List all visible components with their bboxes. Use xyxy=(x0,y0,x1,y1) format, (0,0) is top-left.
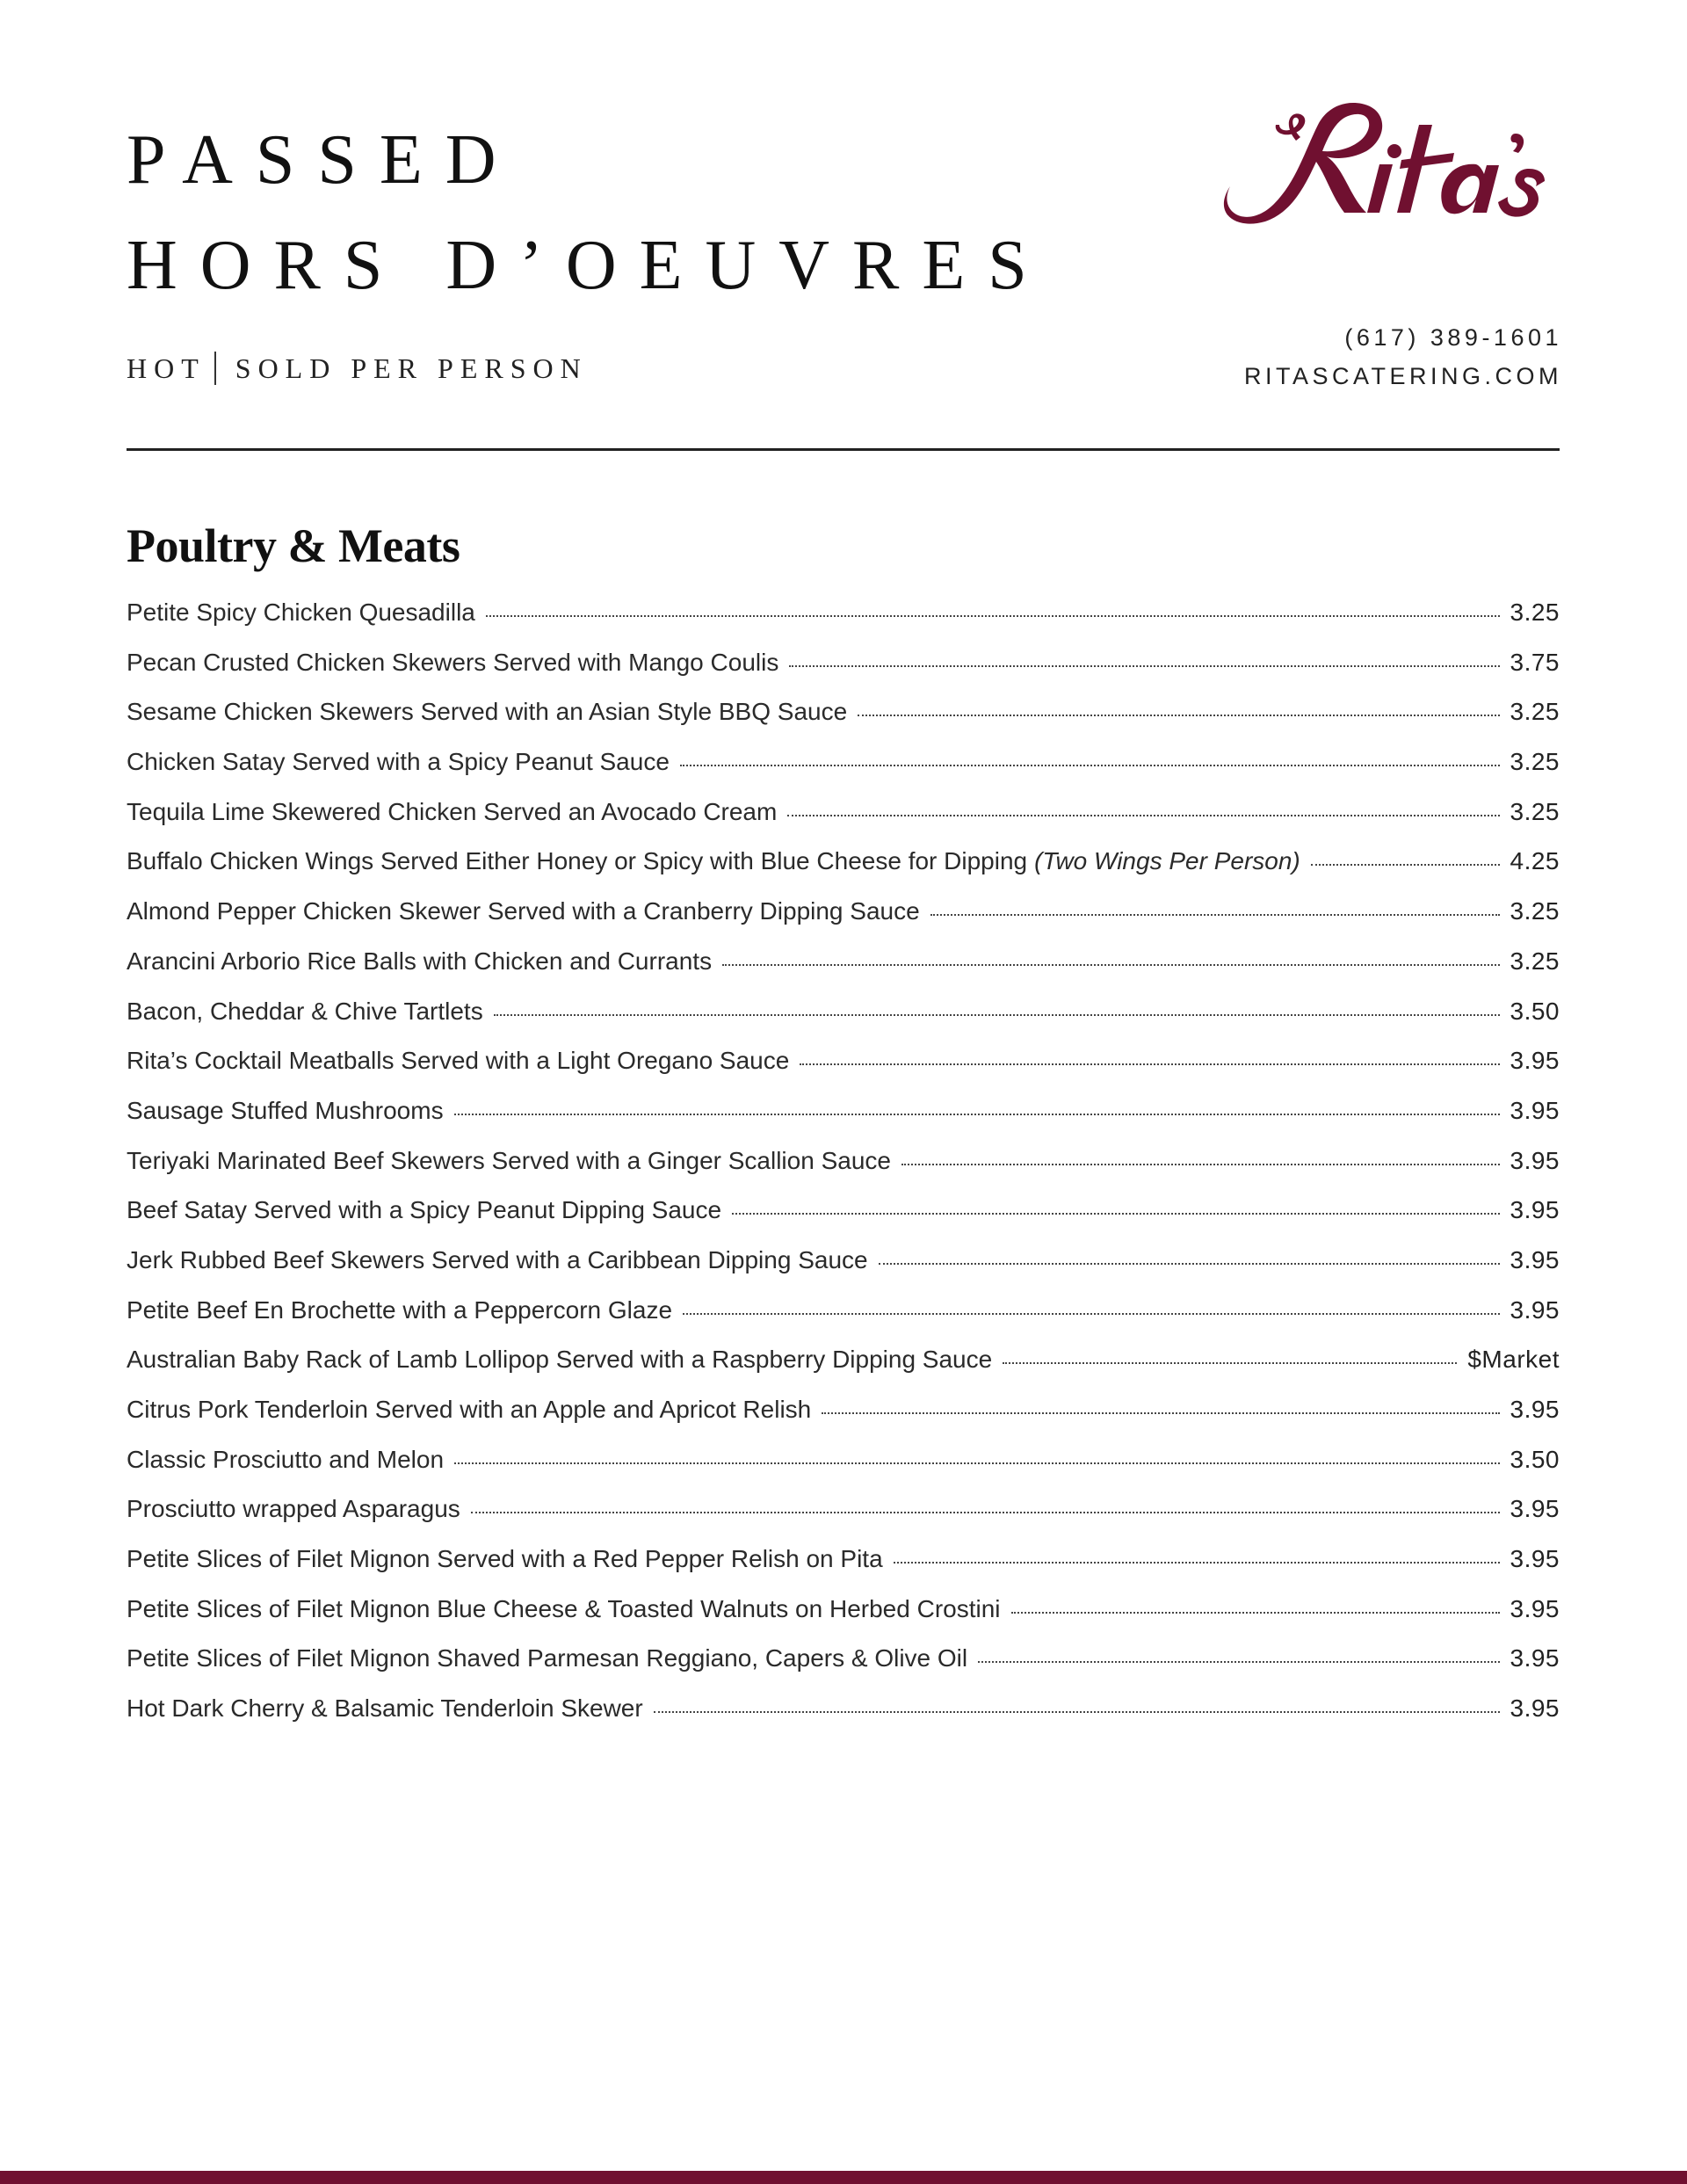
menu-item xyxy=(127,1097,1560,1147)
website-link[interactable]: RITASCATERING.COM xyxy=(1243,363,1562,389)
menu-item xyxy=(127,798,1560,848)
ritas-logo xyxy=(1213,98,1564,230)
item-price: 4.25 xyxy=(1510,847,1560,875)
dot-leader xyxy=(654,1711,1500,1713)
subtitle-separator xyxy=(214,352,216,385)
dot-leader xyxy=(471,1512,1500,1513)
item-name: Hot Dark Cherry & Balsamic Tenderloin Skewer xyxy=(127,1694,643,1723)
menu-item xyxy=(127,698,1560,748)
menu-item xyxy=(127,1595,1560,1645)
menu-item xyxy=(127,1644,1560,1694)
item-name: Petite Spicy Chicken Quesadilla xyxy=(127,599,475,626)
dot-leader xyxy=(787,815,1499,816)
item-price: 3.95 xyxy=(1510,1644,1560,1672)
menu-item xyxy=(127,998,1560,1048)
menu-item xyxy=(127,1147,1560,1197)
menu-item xyxy=(127,1196,1560,1246)
menu-item xyxy=(127,1446,1560,1496)
item-name: Arancini Arborio Rice Balls with Chicken and Currants xyxy=(127,947,713,975)
item-name: Petite Beef En Brochette with a Peppercorn Glaze xyxy=(127,1295,673,1324)
menu-item xyxy=(127,649,1560,699)
dot-leader xyxy=(858,715,1499,716)
dot-leader xyxy=(494,1014,1500,1016)
item-price: 3.75 xyxy=(1510,648,1560,676)
item-price: 3.95 xyxy=(1510,1196,1560,1224)
dot-leader xyxy=(683,1313,1499,1315)
item-name: Teriyaki Marinated Beef Skewers Served with a Ginger Scallion Sauce xyxy=(127,1146,891,1174)
dot-leader xyxy=(680,765,1500,766)
menu-item xyxy=(127,897,1560,947)
menu-item xyxy=(127,1047,1560,1097)
logo-swash xyxy=(1276,113,1306,141)
menu-item xyxy=(127,1246,1560,1296)
item-price: 3.50 xyxy=(1510,997,1560,1025)
dot-leader xyxy=(732,1213,1499,1215)
dot-leader xyxy=(722,964,1499,966)
phone-number[interactable]: (617) 389-1601 xyxy=(1344,324,1562,351)
menu-item xyxy=(127,1296,1560,1346)
dot-leader xyxy=(822,1412,1499,1414)
menu-item xyxy=(127,1694,1560,1745)
item-price: $Market xyxy=(1467,1346,1560,1374)
logo-dot-i xyxy=(1387,144,1401,158)
logo-letter-s xyxy=(1498,169,1545,217)
item-name: Classic Prosciutto and Melon xyxy=(127,1445,445,1473)
item-price: 3.95 xyxy=(1510,1295,1560,1324)
dot-leader xyxy=(1003,1362,1457,1364)
dot-leader xyxy=(894,1562,1500,1564)
item-name: Tequila Lime Skewered Chicken Served an Avocado Cream xyxy=(127,797,778,825)
item-name: Citrus Pork Tenderloin Served with an Apple and Apricot Relish xyxy=(127,1396,812,1423)
item-name: Petite Slices of Filet Mignon Served with a Red Pepper Relish on Pita xyxy=(127,1545,883,1573)
item-name: Chicken Satay Served with a Spicy Peanut Sauce xyxy=(127,748,670,776)
item-name: Petite Slices of Filet Mignon Shaved Parmesan Reggiano, Capers & Olive Oil xyxy=(127,1644,968,1672)
page-title xyxy=(127,107,1050,318)
item-price: 3.25 xyxy=(1510,698,1560,726)
dot-leader xyxy=(978,1661,1499,1663)
item-name: Jerk Rubbed Beef Skewers Served with a Caribbean Dipping Sauce xyxy=(127,1245,868,1273)
item-note: (Two Wings Per Person) xyxy=(1034,847,1300,875)
subtitle-temperature: HOT xyxy=(127,352,206,384)
subtitle xyxy=(127,352,588,385)
dot-leader xyxy=(1311,864,1500,866)
item-name: Bacon, Cheddar & Chive Tartlets xyxy=(127,997,483,1025)
item-price: 3.25 xyxy=(1510,897,1560,925)
dot-leader xyxy=(454,1462,1499,1464)
item-price: 3.25 xyxy=(1510,797,1560,825)
menu-list xyxy=(127,599,1560,1745)
contact-info xyxy=(1244,318,1562,395)
item-name: Petite Slices of Filet Mignon Blue Cheese & Toasted Walnuts on Herbed Crostini xyxy=(127,1594,1001,1622)
item-name: Almond Pepper Chicken Skewer Served with a Cranberry Dipping Sauce xyxy=(127,897,920,925)
dot-leader xyxy=(486,615,1500,617)
item-price: 3.25 xyxy=(1510,748,1560,776)
item-price: 3.95 xyxy=(1510,1396,1560,1423)
header-divider xyxy=(127,448,1560,451)
item-name: Pecan Crusted Chicken Skewers Served with Mango Coulis xyxy=(127,648,779,676)
title-line-2: HORS D’OEUVRES xyxy=(127,227,1050,304)
dot-leader xyxy=(901,1164,1500,1165)
menu-item xyxy=(127,599,1560,649)
item-price: 3.50 xyxy=(1510,1445,1560,1473)
dot-leader xyxy=(800,1063,1499,1065)
item-price: 3.95 xyxy=(1510,1594,1560,1622)
item-price: 3.95 xyxy=(1510,1096,1560,1124)
item-price: 3.25 xyxy=(1510,947,1560,975)
item-price: 3.95 xyxy=(1510,1146,1560,1174)
menu-item xyxy=(127,1545,1560,1595)
item-name: Sesame Chicken Skewers Served with an Asian Style BBQ Sauce xyxy=(127,698,848,726)
item-price: 3.25 xyxy=(1510,599,1560,626)
item-name: Prosciutto wrapped Asparagus xyxy=(127,1495,460,1523)
logo-apostrophe xyxy=(1510,134,1524,153)
subtitle-pricing: SOLD PER PERSON xyxy=(235,352,588,384)
item-name: Sausage Stuffed Mushrooms xyxy=(127,1096,444,1124)
item-name: Rita’s Cocktail Meatballs Served with a Light Oregano Sauce xyxy=(127,1047,790,1075)
menu-item xyxy=(127,847,1560,897)
logo-letter-i xyxy=(1367,164,1393,213)
dot-leader xyxy=(454,1114,1500,1115)
item-name: Beef Satay Served with a Spicy Peanut Dipping Sauce xyxy=(127,1196,722,1224)
dot-leader xyxy=(1011,1612,1500,1614)
dot-leader xyxy=(930,914,1500,916)
section-title: Poultry & Meats xyxy=(127,519,460,572)
dot-leader xyxy=(879,1263,1500,1265)
dot-leader xyxy=(789,665,1499,667)
title-line-1: PASSED xyxy=(127,121,519,199)
item-price: 3.95 xyxy=(1510,1245,1560,1273)
footer-accent-bar xyxy=(0,2171,1687,2184)
item-price: 3.95 xyxy=(1510,1694,1560,1723)
menu-item xyxy=(127,1346,1560,1396)
menu-item xyxy=(127,947,1560,998)
item-price: 3.95 xyxy=(1510,1495,1560,1523)
item-price: 3.95 xyxy=(1510,1047,1560,1075)
menu-item xyxy=(127,1495,1560,1545)
item-name: Australian Baby Rack of Lamb Lollipop Served with a Raspberry Dipping Sauce xyxy=(127,1346,993,1374)
logo-letter-a xyxy=(1441,164,1499,214)
item-name: Buffalo Chicken Wings Served Either Honey or Spicy with Blue Cheese for Dipping xyxy=(127,847,1028,875)
menu-item xyxy=(127,1396,1560,1446)
item-price: 3.95 xyxy=(1510,1545,1560,1573)
menu-item xyxy=(127,748,1560,798)
